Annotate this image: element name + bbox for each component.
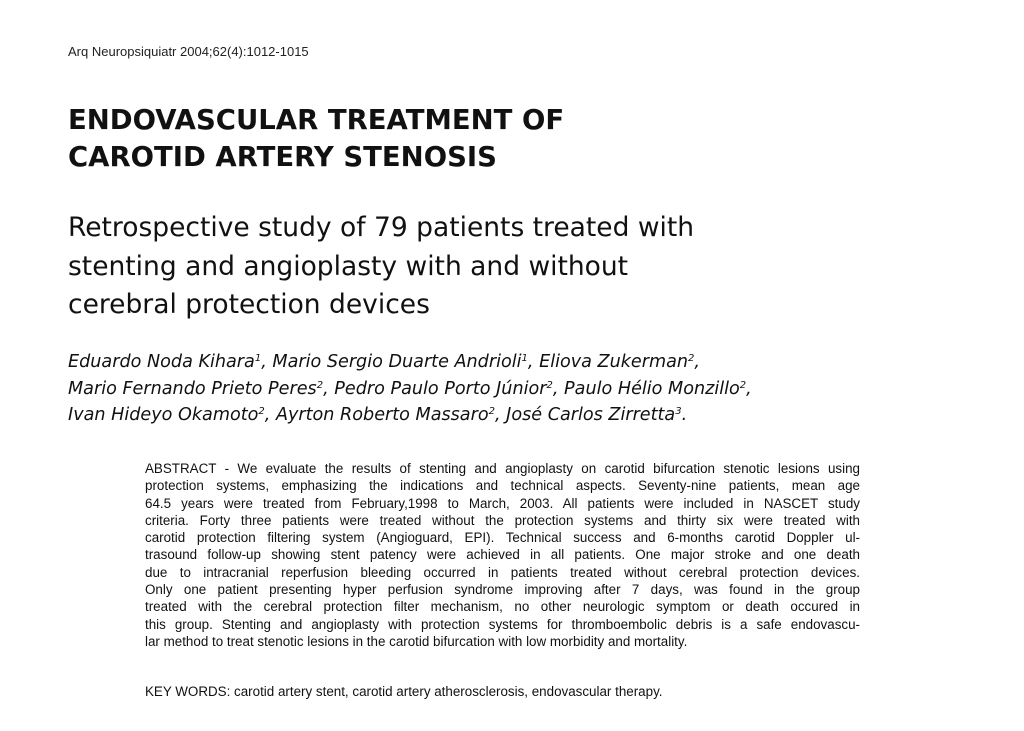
author-separator: , [552, 378, 565, 399]
abstract-line: trasound follow-up showing stent patency were achieved in all patients. One major stroke and one death [145, 547, 860, 563]
title-line: ENDOVASCULAR TREATMENT OF [68, 104, 565, 136]
author-line [68, 349, 968, 376]
author-affiliation: 2 [488, 406, 495, 417]
abstract-line: Only one patient presenting hyper perfusion syndrome improving after 7 days, was found in the group [145, 582, 860, 598]
author-affiliation: 2 [546, 379, 553, 391]
author-affiliation: 2 [258, 406, 265, 417]
author-name: Paulo Hélio Monzillo [564, 378, 740, 399]
author-name: Pedro Paulo Porto Júnior [334, 378, 547, 399]
author-list [68, 349, 968, 429]
author-separator: , [261, 352, 273, 372]
abstract-line: lar method to treat stenotic lesions in the carotid bifurcation with low morbidity and mortality. [145, 633, 688, 649]
article-subtitle [68, 209, 868, 325]
author-name: José Carlos Zirretta [506, 405, 676, 425]
abstract-line: criteria. Forty three patients were treated without the protection systems and thirty six were treated with [145, 512, 860, 528]
article-title [68, 102, 768, 176]
author-name: Mario Fernando Prieto Peres [68, 378, 317, 399]
author-name: Eduardo Noda Kihara [68, 352, 255, 372]
author-affiliation: 2 [316, 379, 324, 391]
author-name: Ayrton Roberto Massaro [275, 405, 489, 425]
author-affiliation: 2 [739, 379, 747, 391]
subtitle-line: cerebral protection devices [68, 289, 430, 320]
author-separator: . [681, 405, 688, 425]
abstract-line: ABSTRACT - We evaluate the results of stenting and angioplasty on carotid bifurcation stenotic lesions using [145, 461, 860, 476]
author-affiliation: 2 [688, 353, 695, 364]
author-line [68, 376, 968, 403]
author-affiliation: 1 [254, 353, 262, 364]
abstract-line: carotid protection filtering system (Angioguard, EPI). Technical success and 6-months carotid Doppler ul- [145, 530, 860, 546]
author-separator: , [527, 352, 540, 372]
abstract [145, 460, 860, 650]
author-separator: , [264, 405, 276, 425]
author-separator: , [746, 378, 752, 399]
journal-citation: Arq Neuropsiquiatr 2004;62(4):1012-1015 [68, 44, 309, 59]
author-separator: , [694, 352, 701, 372]
abstract-line: protection systems, emphasizing the indications and technical aspects. Seventy-nine patients, mean age [145, 478, 860, 494]
author-name: Eliova Zukerman [539, 352, 689, 372]
abstract-line: 64.5 years were treated from February,1998 to March, 2003. All patients were included in NASCET study [145, 495, 860, 511]
title-line: CAROTID ARTERY STENOSIS [68, 141, 497, 173]
subtitle-line: stenting and angioplasty with and without [68, 250, 629, 282]
abstract-line: treated with the cerebral protection filter mechanism, no other neurologic symptom or death occured in [145, 599, 860, 615]
author-name: Mario Sergio Duarte Andrioli [272, 352, 522, 372]
author-affiliation: 1 [521, 353, 528, 364]
author-separator: , [323, 378, 335, 399]
subtitle-line: Retrospective study of 79 patients treated with [68, 212, 695, 243]
abstract-line: this group. Stenting and angioplasty with protection systems for thromboembolic debris is a safe endovascu- [145, 616, 860, 632]
author-affiliation: 3 [675, 406, 682, 417]
author-line [68, 402, 968, 429]
keywords: KEY WORDS: carotid artery stent, carotid artery atherosclerosis, endovascular therapy. [145, 684, 663, 699]
author-name: Ivan Hideyo Okamoto [68, 405, 259, 425]
author-separator: , [494, 405, 507, 425]
abstract-line: due to intracranial reperfusion bleeding occurred in patients treated without cerebral protection devices. [145, 564, 860, 580]
